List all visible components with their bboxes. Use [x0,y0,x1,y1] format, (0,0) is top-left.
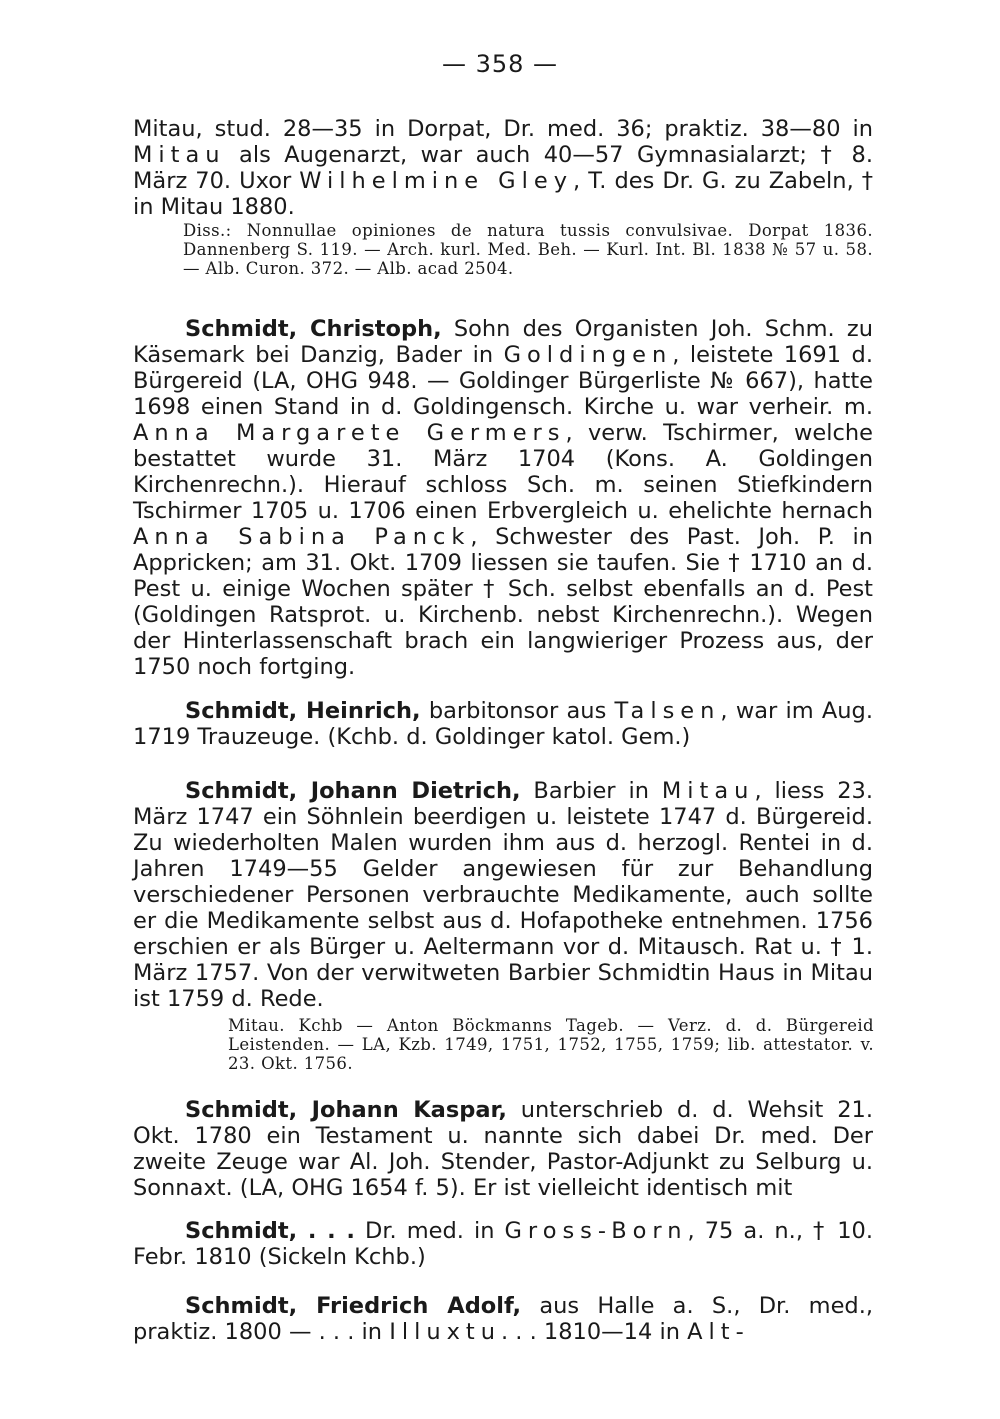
entry-name: Schmidt, Heinrich, [185,698,421,724]
place-name: Mitau [133,142,226,168]
entry-text: , 75 a. n., † 10. Febr. 1810 (Sickeln Kchb.) [133,1218,873,1270]
entry-text: unterschrieb d. d. Wehsit 21. Okt. 1780 ein Testament u. nannte sich dabei Dr. med. Der zweite Zeuge war Al. Joh. Stender, Pastor-Adjunkt zu Selburg u. Sonnaxt. (LA, OHG 1654 f. 5). Er ist vielleicht identisch mit [133,1097,874,1201]
entry-name: Schmidt, Christoph, [185,316,442,342]
entry-text: aus Halle a. S., Dr. med., praktiz. 1800 — . . . in [133,1293,873,1345]
person-name: Wilhelmine Gley [299,168,574,194]
entry-text: Mitau, stud. 28—35 in Dorpat, Dr. med. 36; praktiz. 38—80 in [133,116,873,142]
place-name: Mitau [661,778,755,804]
source-note: Mitau. Kchb — Anton Böckmanns Tageb. — Verz. d. d. Bürgereid Leistenden. — LA, Kzb. 1749, 1751, 1752, 1755, 1759; lib. attestator. v. 23. Okt. 1756. [228,1016,874,1073]
entry-text: , war im Aug. 1719 Trauzeuge. (Kchb. d. Goldinger katol. Gem.) [133,698,873,750]
entry-johann-kaspar [133,1097,873,1201]
place-name: Talsen [614,698,721,724]
entry-johann-dietrich [133,778,873,1012]
place-name: Alt- [687,1319,750,1345]
entry-christoph [133,316,873,680]
source-note: Diss.: Nonnullae opiniones de natura tussis convulsivae. Dorpat 1836. Dannenberg S. 119. — Arch. kurl. Med. Beh. — Kurl. Int. Bl. 1838 № 57 u. 58. — Alb. Curon. 372. — Alb. acad 2504. [183,221,873,278]
entry-text: Sohn des Organisten Joh. Schm. zu Käsemark bei Danzig, Bader in [133,316,873,368]
entry-name: Schmidt, Johann Dietrich, [185,778,521,804]
person-name: Anna Margarete Germers [133,420,566,446]
entry-text: , verw. Tschirmer, welche bestattet wurde 31. März 1704 (Kons. A. Goldingen Kirchenrechn.). Hierauf schloss Sch. m. seinen Stiefkindern Tschirmer 1705 u. 1706 einen Erbvergleich u. ehelichte hernach [133,420,873,524]
entry-text: als Augenarzt, war auch 40—57 Gymnasialarzt; † 8. März 70. Uxor [133,142,873,194]
place-name: Goldingen [503,342,673,368]
entry-heinrich [133,698,873,750]
entry-text: , leistete 1691 d. Bürgereid (LA, OHG 948. — Goldinger Bürgerliste № 667), hatte 1698 einen Stand in d. Goldingensch. Kirche u. war verheir. m. [133,342,873,420]
place-name: Illuxtu [389,1319,501,1345]
entry-text: Dr. med. in [354,1218,505,1244]
entry-friedrich-adolf [133,1293,873,1345]
entry-text: , liess 23. März 1747 ein Söhnlein beerdigen u. leistete 1747 d. Bürgereid. Zu wiederholten Malen wurden ihm aus d. herzogl. Rentei in d. Jahren 1749—55 Gelder angewiesen für zur Behandlung verschiedener Personen verbrauchte Medikamente, auch sollte er die Medikamente selbst aus d. Hofapotheke entnehmen. 1756 erschien er als Bürger u. Aeltermann vor d. Mitausch. Rat u. † 1. März 1757. Von der verwitweten Barbier Schmidtin Haus in Mitau ist 1759 d. Rede. [133,778,873,1012]
entry-text: barbitonsor aus [420,698,615,724]
page-number: — 358 — [441,50,559,78]
entry-text: Barbier in [520,778,662,804]
person-name: Anna Sabina Panck [133,524,471,550]
entry-name: Schmidt, Friedrich Adolf, [185,1293,522,1319]
entry-text: . . . 1810—14 in [500,1319,688,1345]
entry-name: Schmidt, Johann Kaspar, [185,1097,507,1123]
entry-text: , Schwester des Past. Joh. P. in Appricken; am 31. Okt. 1709 liessen sie taufen. Sie † 1710 an d. Pest u. einige Wochen später † Sch. selbst ebenfalls an d. Pest (Goldingen Ratsprot. u. Kirchenb. nebst Kirchenrechn.). Wegen der Hinterlassenschaft brach ein langwieriger Prozess aus, der 1750 noch fortging. [133,524,873,680]
entry-dr-med [133,1218,873,1270]
entry-text: , T. des Dr. G. zu Zabeln, † in Mitau 1880. [133,168,874,220]
entry-name: Schmidt, . . . [185,1218,355,1244]
place-name: Gross-Born [504,1218,688,1244]
entry-continuation [133,116,873,220]
